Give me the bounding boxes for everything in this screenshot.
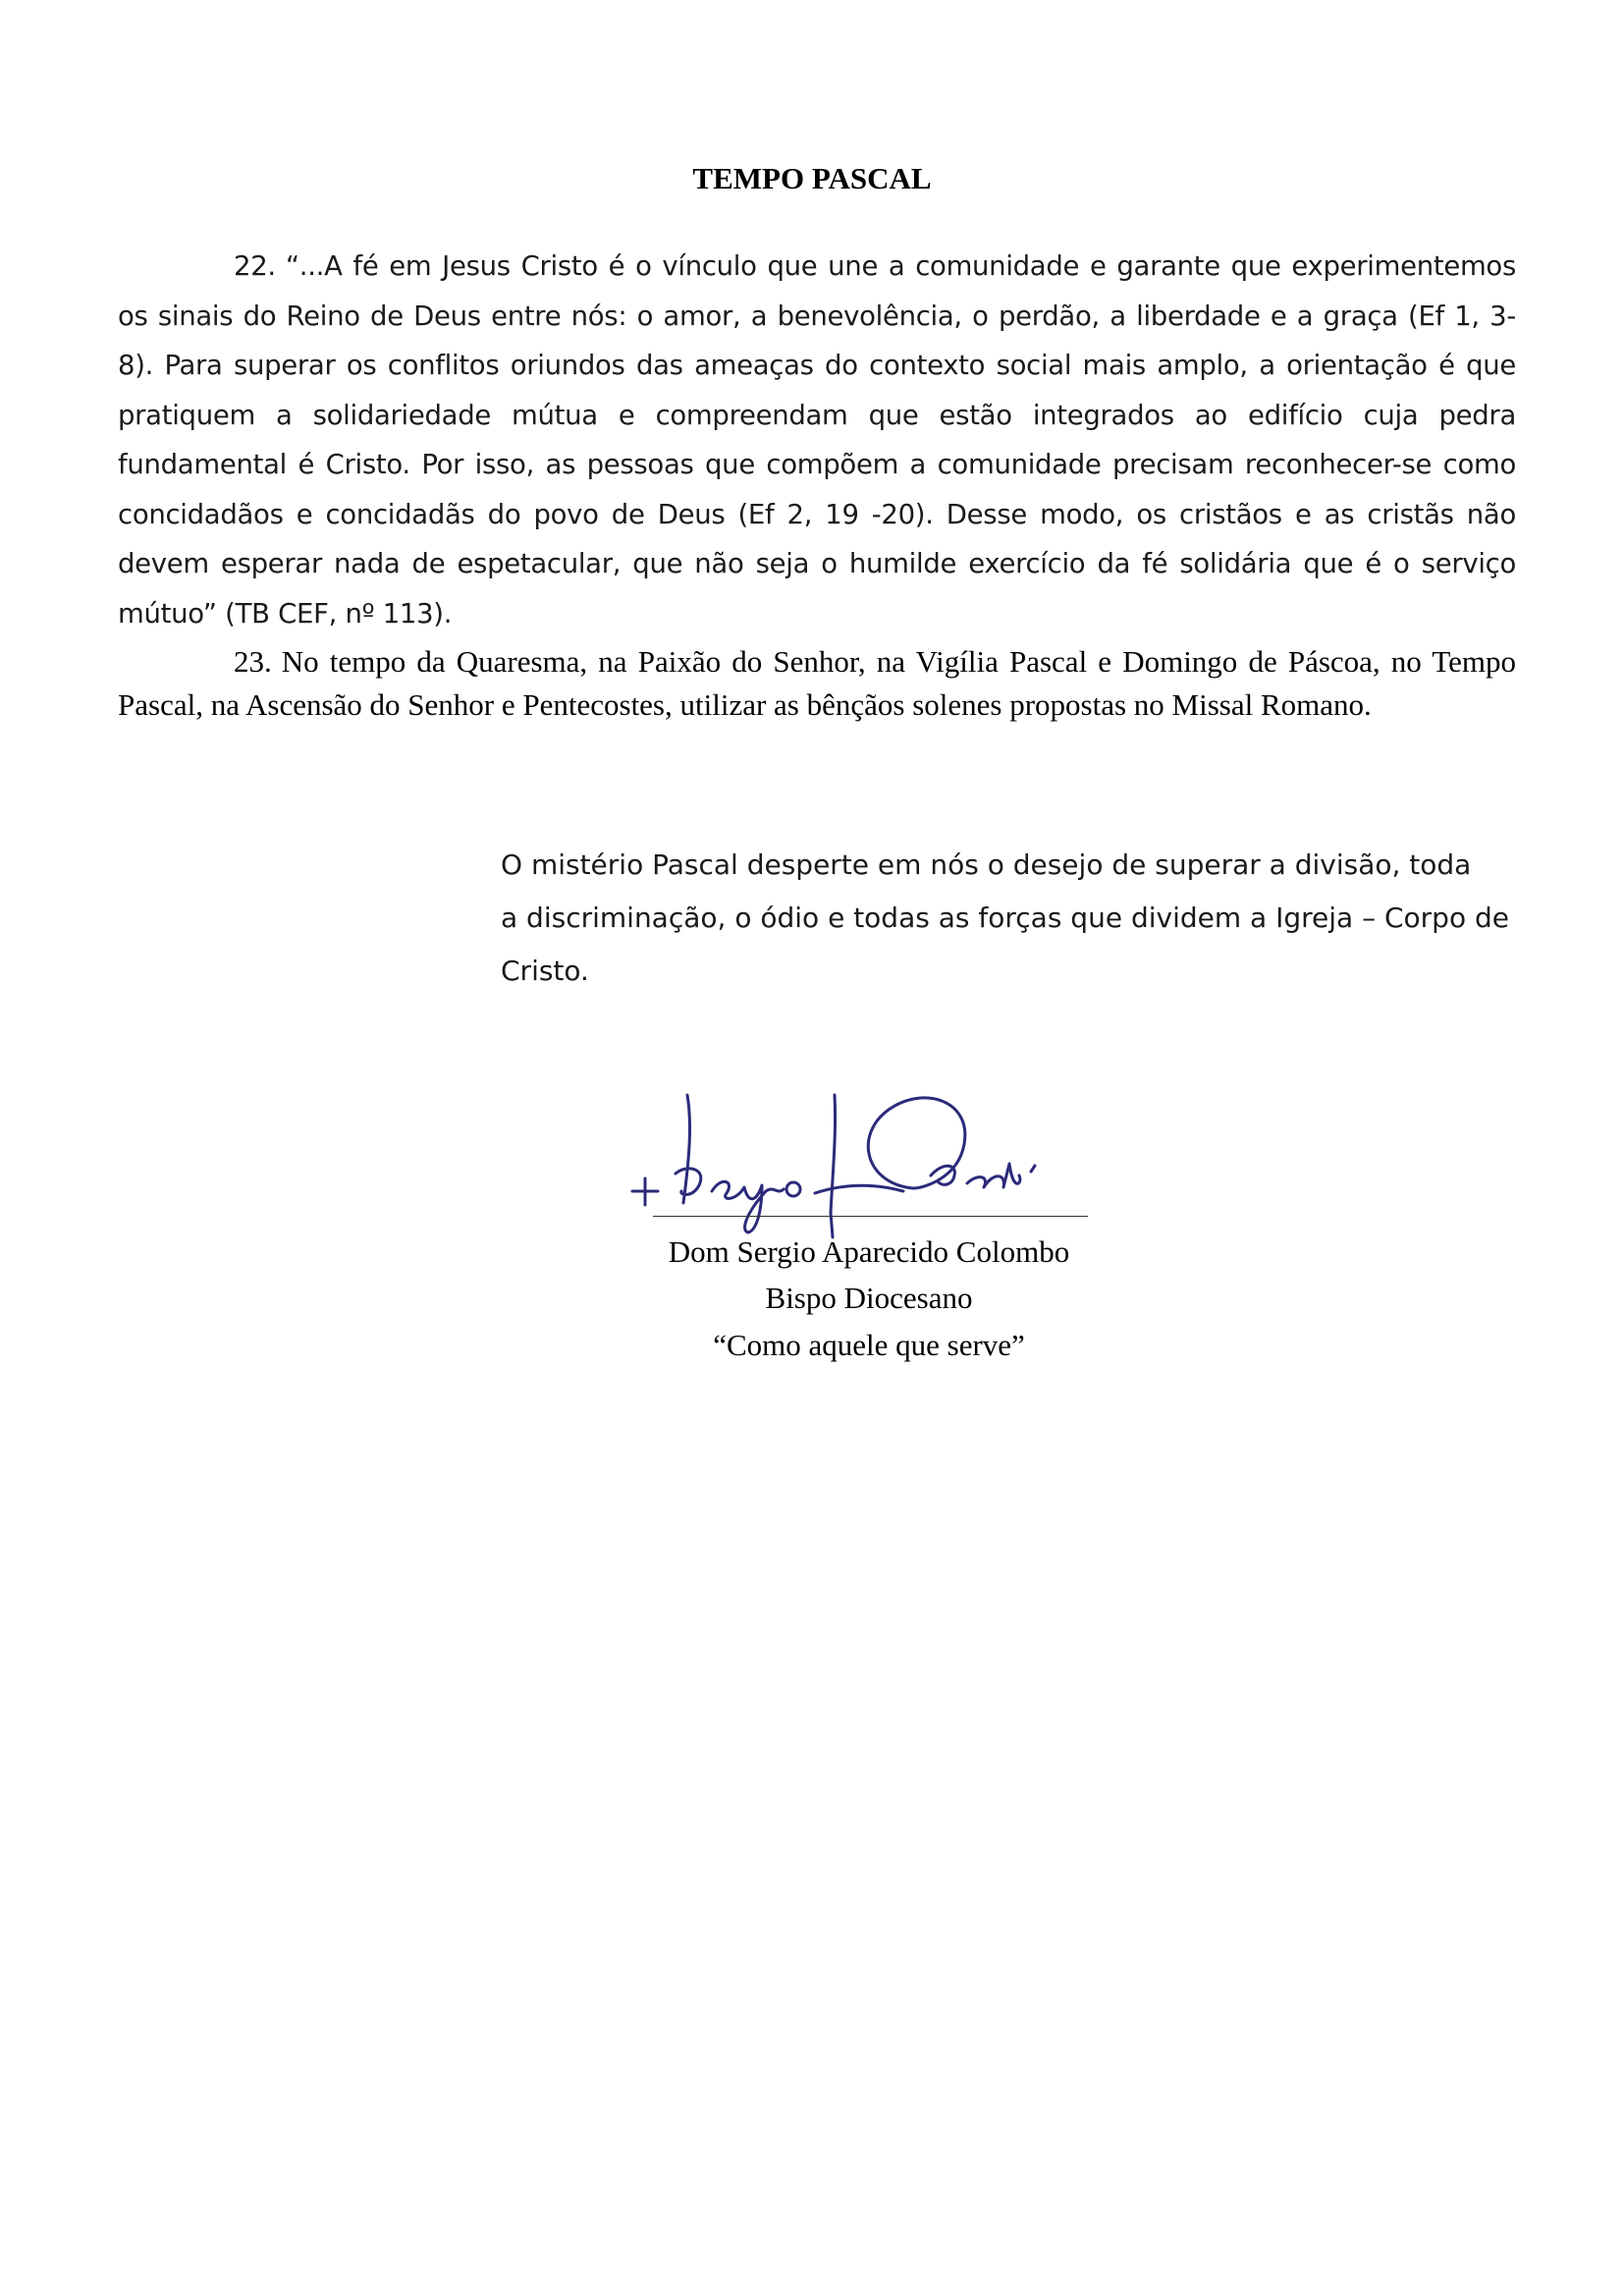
closing-quote-line: O mistério Pascal desperte em nós o desejo de superar a divisão, toda [501, 848, 1472, 881]
signature-line [653, 1216, 1088, 1217]
signer-title: Bispo Diocesano [765, 1281, 973, 1315]
signer-motto: “Como aquele que serve” [713, 1328, 1025, 1362]
paragraph-23 [118, 640, 1516, 727]
paragraph-22 [118, 242, 1516, 638]
paragraph-22-text: “...A fé em Jesus Cristo é o vínculo que une a comunidade e garante que experimentemos os sinais do Reino de Deus entre nós: o amor, a benevolência, o perdão, a liberdade e a graça (Ef 1, 3- 8). Para superar os conflitos oriundos das ameaças do contexto social mais amplo, a orientação é que pratiquem a solidariedade mútua e compreendam que estão integrados ao edifício cuja pedra fundamental é Cristo. Por isso, as pessoas que compõem a comunidade precisam reconhecer-se como concidadãos e concidadãs do povo de Deus (Ef 2, 19 -20). Desse modo, os cristãos e as cristãs não devem esperar nada de espetacular, que não seja o humilde exercício da fé solidária que é o serviço mútuo” (TB CEF, nº 113). [118, 250, 1516, 629]
paragraph-23-number: 23. [234, 644, 272, 679]
paragraph-23-text: No tempo da Quaresma, na Paixão do Senhor, na Vigília Pascal e Domingo de Páscoa, no Tempo Pascal, na Ascensão do Senhor e Pentecostes, utilizar as bênçãos solenes propostas no Missal Romano. [118, 644, 1516, 722]
closing-quote-line: Cristo. [501, 955, 589, 987]
paragraph-22-number: 22. [234, 250, 276, 282]
closing-quote-line: a discriminação, o ódio e todas as forças que dividem a Igreja – Corpo de [501, 902, 1509, 934]
signer-name: Dom Sergio Aparecido Colombo [668, 1234, 1070, 1269]
page-title: TEMPO PASCAL [692, 161, 932, 195]
closing-quote [501, 839, 1522, 998]
